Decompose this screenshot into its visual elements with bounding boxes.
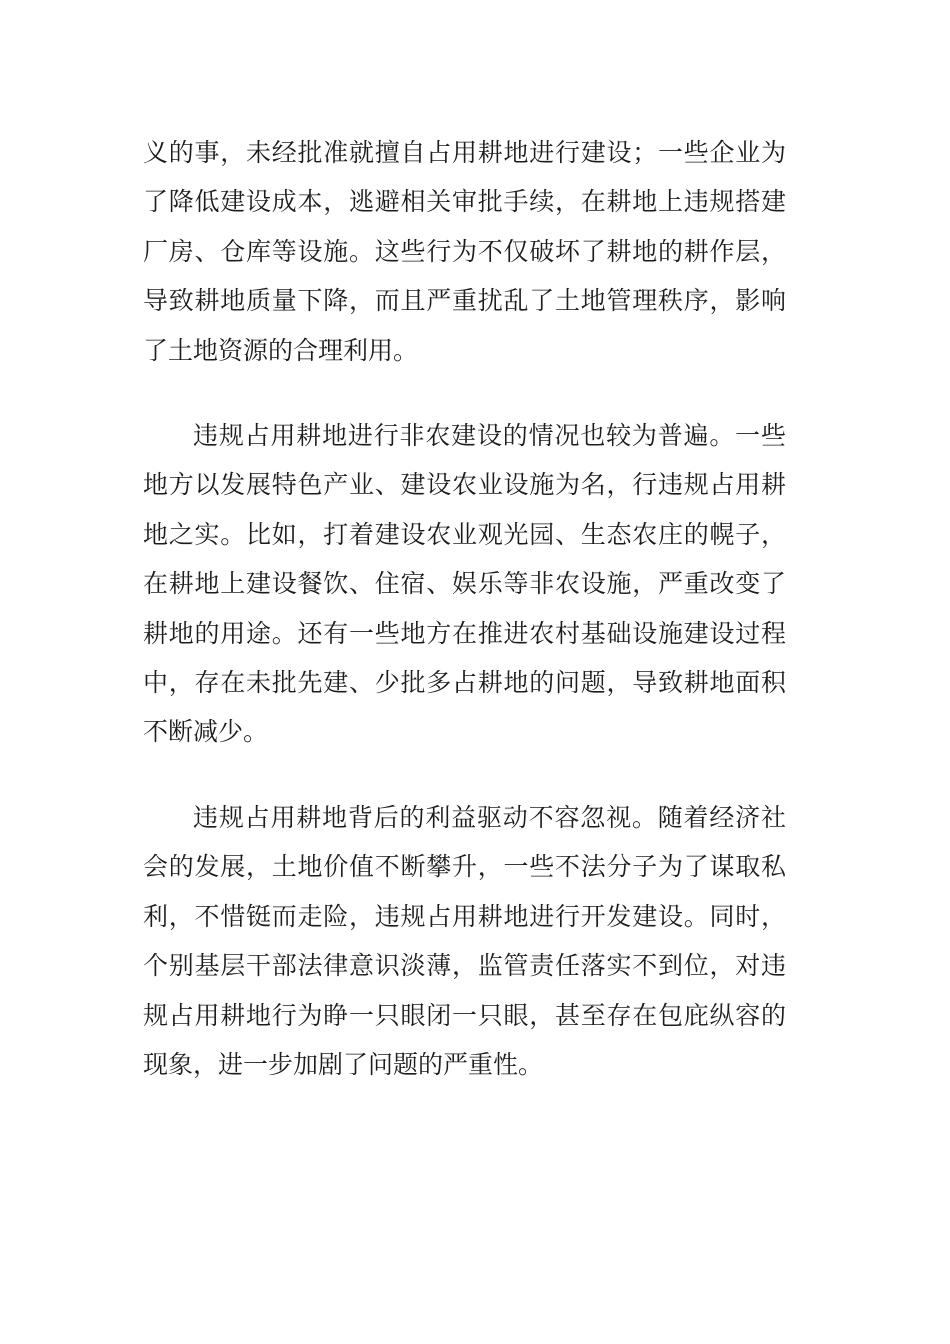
paragraph-illegal-non-agricultural-construction: 违规占用耕地进行非农建设的情况也较为普遍。一些地方以发展特色产业、建设农业设施为名，行违规占用耕地之实。比如，打着建设农业观光园、生态农庄的幌子，在耕地上建设餐饮、住宿、娱乐等非农设施，严重改变了耕地的用途。还有一些地方在推进农村基础设施建设过程中，存在未批先建、少批多占耕地的问题，导致耕地面积不断减少。 (143, 421, 786, 747)
paragraph-continued: 义的事，未经批准就擅自占用耕地进行建设；一些企业为了降低建设成本，逃避相关审批手续，在耕地上违规搭建厂房、仓库等设施。这些行为不仅破坏了耕地的耕作层，导致耕地质量下降，而且严重扰乱了土地管理秩序，影响了土地资源的合理利用。 (143, 138, 786, 365)
document-body (143, 128, 786, 1125)
paragraph-profit-motives: 违规占用耕地背后的利益驱动不容忽视。随着经济社会的发展，土地价值不断攀升，一些不法分子为了谋取私利，不惜铤而走险，违规占用耕地进行开发建设。同时，个别基层干部法律意识淡薄，监管责任落实不到位，对违规占用耕地行为睁一只眼闭一只眼，甚至存在包庇纵容的现象，进一步加剧了问题的严重性。 (143, 802, 786, 1079)
